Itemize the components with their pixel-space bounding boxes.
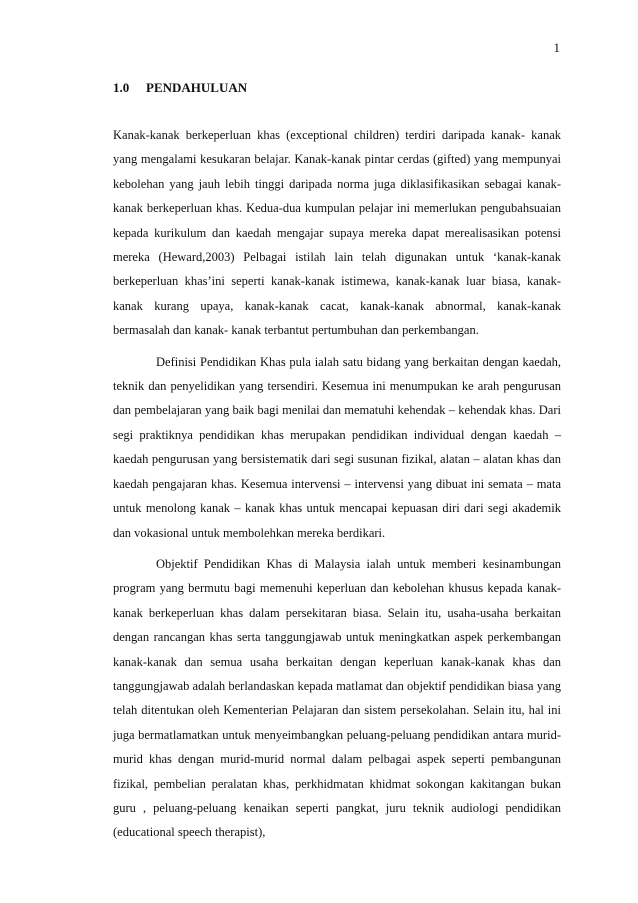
paragraph-1: Kanak-kanak berkeperluan khas (exceptional children) terdiri daripada kanak- kanak yang mengalami kesukaran belajar. Kanak-kanak pintar cerdas (gifted) yang mempunyai kebolehan yang jauh lebih tinggi daripada norma juga diklasifikasikan sebagai kanak-kanak berkeperluan khas. Kedua-dua kumpulan pelajar ini memerlukan pengubahsuaian kepada kurikulum dan kaedah mengajar supaya mereka dapat merealisasikan potensi mereka (Heward,2003) Pelbagai istilah lain telah digunakan untuk ‘kanak-kanak berkeperluan khas’ini seperti kanak-kanak istimewa, kanak-kanak luar biasa, kanak-kanak kurang upaya, kanak-kanak cacat, kanak-kanak abnormal, kanak-kanak bermasalah dan kanak- kanak terbantut pertumbuhan dan perkembangan. (113, 128, 561, 338)
paragraph-3: Objektif Pendidikan Khas di Malaysia ialah untuk memberi kesinambungan program yang bermutu bagi memenuhi keperluan dan kebolehan khusus kepada kanak-kanak berkeperluan khas dalam persekitaran biasa. Selain itu, usaha-usaha berkaitan dengan rancangan khas serta tanggungjawab untuk meningkatkan aspek perkembangan kanak-kanak dan semua usaha berkaitan dengan keperluan kanak-kanak khas dan tanggungjawab adalah berlandaskan kepada matlamat dan objektif pendidikan biasa yang telah ditentukan oleh Kementerian Pelajaran dan sistem persekolahan. Selain itu, hal ini juga bermatlamatkan untuk menyeimbangkan peluang-peluang pendidikan antara murid-murid khas dengan murid-murid normal dalam pelbagai aspek seperti pembangunan fizikal, pembelian peralatan khas, perkhidmatan khidmat sokongan kakitangan bukan guru , peluang-peluang kenaikan seperti pangkat, juru teknik audiologi pendidikan (educational speech therapist), (113, 556, 561, 840)
section-heading (113, 80, 247, 96)
paragraph-2: Definisi Pendidikan Khas pula ialah satu bidang yang berkaitan dengan kaedah, teknik dan penyelidikan yang tersendiri. Kesemua ini menumpukan ke arah pengurusan dan pembelajaran yang baik bagi menilai dan mematuhi kehendak – kehendak khas. Dari segi praktiknya pendidikan khas merupakan pendidikan individual dengan kaedah – kaedah pengurusan yang bersistematik dari segi susunan fizikal, alatan – alatan khas dan kaedah pengajaran khas. Kesemua intervensi – intervensi yang dibuat ini semata – mata untuk menolong kanak – kanak khas untuk mencapai kepuasan diri dari segi akademik dan vokasional untuk membolehkan mereka berdikari. (113, 354, 561, 540)
section-title: PENDAHULUAN (146, 80, 248, 95)
page-number: 1 (553, 40, 560, 55)
section-number: 1.0 (113, 80, 130, 95)
body-text (113, 123, 561, 852)
